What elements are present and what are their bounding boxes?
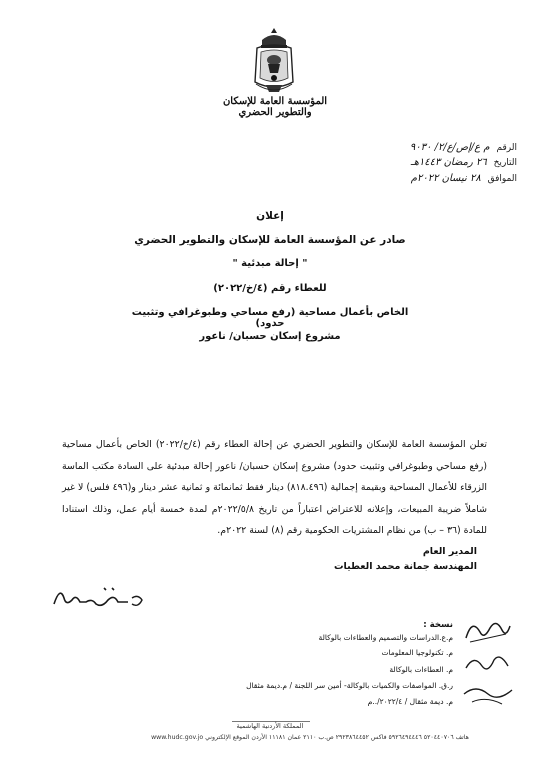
date-line [411, 157, 517, 168]
award-type-line: " إحالة مبدئية " [232, 258, 308, 269]
date-value: ٢٦ رمضان ١٤٤٣هـ [410, 157, 487, 168]
footer-contact: هاتف ٥٢٠٤٤٠٧٠٦ ٥٩٢٦٤٩٤٤٤٦ فاكس ٢٩٢٣٨٦٤٤٥٢ ص.ب ٢١١٠ عمان ١١١٨١ الأردن الموقع الإلكتروني www.hudc.gov.jo [151, 734, 469, 741]
ref-number-label: الرقم [496, 143, 517, 153]
ref-number-value: م ع/إص/ع/٢/ ٩٠٣٠ [409, 142, 490, 153]
works-description-line: الخاص بأعمال مساحية (رفع مساحي وطبوغرافي وتثبيت حدود) [131, 307, 409, 329]
handwritten-signature [48, 576, 146, 616]
copy-recipient: م. العطاءات بالوكالة [389, 665, 453, 674]
copy-recipient: ر.ق. المواصفات والكميات بالوكالة- أمين سر اللجنة / م.ديمة مثقال [246, 681, 453, 690]
org-name: المؤسسة العامة للإسكان والتطوير الحضري [222, 96, 328, 118]
copy-recipient: م.ع.الدراسات والتصميم والعطاءات بالوكالة [318, 633, 453, 642]
gregorian-date-label: الموافق [487, 174, 517, 184]
announcement-body: تعلن المؤسسة العامة للإسكان والتطوير الحضري عن إحالة العطاء رقم (٤/خ/٢٠٢٢) الخاص بأعمال مساحية (رفع مساحي وطبوغرافي وتثبيت حدود) مشروع إسكان حسبان/ ناعور إحالة مبدئية على السادة مكتب الماسة الزرقاء للأعمال المساحية وبقيمة إجمالية (٨١٨.٤٩٦) دينار فقط ثمانمائة و ثمانية عشر دينار و(٤٩٦ فلس) لا غير شاملاً ضريبة المبيعات، وإعلانه للاعتراض اعتباراً من تاريخ ٢٠٢٢/٥/٨م لمدة خمسة أيام عمل، وذلك استنادا للمادة (٣٦ – ب) من نظام المشتريات الحكومية رقم (٨) لسنة ٢٠٢٢م. [62, 439, 487, 537]
gregorian-date-value: ٢٨ نيسان ٢٠٢٢م [410, 173, 481, 184]
announcement-heading: إعلان [256, 210, 284, 222]
handwritten-initials [462, 612, 514, 646]
copy-recipient: م. ديمة مثقال / ٢٠٢٢/٤/..م [367, 697, 453, 706]
gregorian-date-line [411, 173, 517, 184]
signatory-title: المدير العام [422, 546, 477, 557]
issuer-line: صادر عن المؤسسة العامة للإسكان والتطوير الحضري [134, 234, 406, 246]
royal-crest-icon [252, 26, 296, 98]
signatory-name: المهندسة جمانة محمد العطيات [334, 561, 477, 572]
footer-country: المملكة الأردنية الهاشمية [236, 722, 304, 730]
project-name-line: مشروع إسكان حسبان/ ناعور [199, 331, 341, 342]
handwritten-initials [462, 650, 514, 676]
handwritten-initials [462, 680, 514, 710]
tender-number-line: للعطاء رقم (٤/خ/٢٠٢٢) [213, 283, 327, 294]
copy-recipient: م. تكنولوجيا المعلومات [381, 648, 453, 657]
ref-number-line [410, 142, 517, 153]
date-label: التاريخ [493, 158, 517, 168]
copies-label: نسخة : [423, 620, 453, 630]
